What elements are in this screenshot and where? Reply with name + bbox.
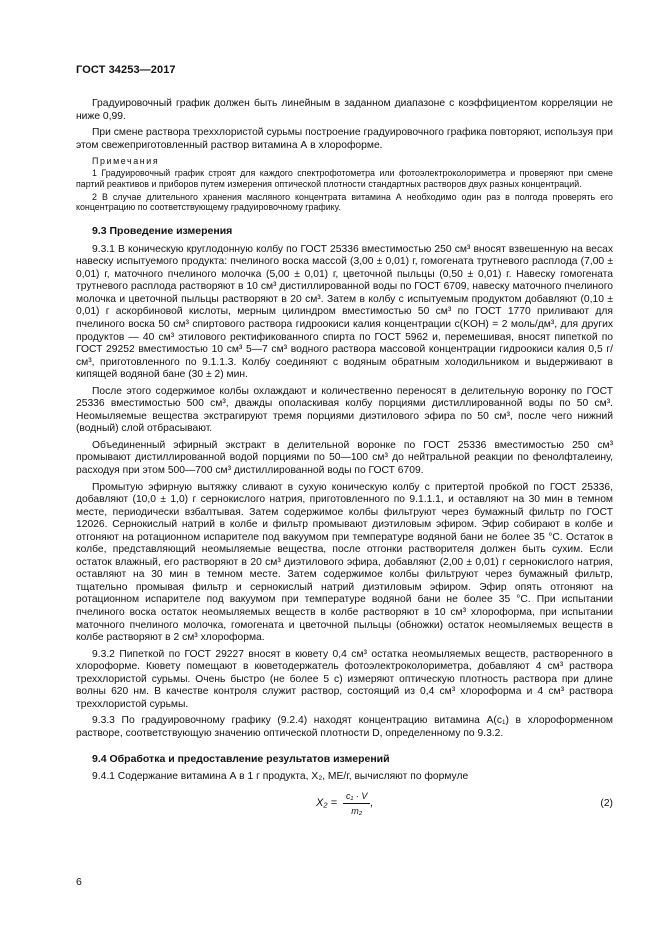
formula-trailing: ,: [370, 797, 374, 810]
paragraph: 9.3.3 По градуировочному графику (9.2.4) находят концентрацию витамина A(c₁) в хлороформенном растворе, соответствующую значению оптической плотности D, определенному по 9.3.2.: [76, 715, 613, 739]
page-number: 6: [76, 876, 82, 888]
notes-block: [76, 156, 613, 213]
formula-denominator: m₂: [351, 806, 363, 817]
document-header: ГОСТ 34253—2017: [76, 64, 176, 76]
formula-expression: [316, 790, 373, 818]
paragraph: После этого содержимое колбы охлаждают и количественно переносят в делительную воронку по ГОСТ 25336 вместимостью 500 см³, дважды ополаскивая колбу порциями дистиллированной воды по 50 см³. Неомыляемые вещества экстрагируют тремя порциями диэтилового эфира по 50 см³, после чего нижний (водный) слой отбрасывают.: [76, 385, 613, 435]
paragraph: Объединенный эфирный экстракт в делительной воронке по ГОСТ 25336 вместимостью 250 см³ промывают дистиллированной водой порциями по 50—100 см³ до нейтральной реакции по фенолфталеину, расходуя при этом 500—700 см³ дистиллированной воды по ГОСТ 6709.: [76, 439, 613, 477]
section-heading: 9.4 Обработка и предоставление результатов измерений: [92, 752, 390, 765]
paragraph: 9.3.1 В коническую круглодонную колбу по ГОСТ 25336 вместимостью 250 см³ вносят взвешенную на весах навеску испытуемого продукта: пчелиного воска массой (3,00 ± 0,01) г, гомогената трутневого расплода (7,00 ± 0,01) г, маточного пчелиного молочка (5,00 ± 0,01) г, цветочной пыльцы (0,50 ± 0,01) г. Навеску гомогената трутневого расплода растворяют в 10 см³ дистиллированной воды по ГОСТ 6709, навеску маточного пчелиного молочка и цветочной пыльцы растворяют в 20 см³. Затем в колбу с испытуемым продуктом добавляют (0,10 ± 0,01) г аскорбиновой кислоты, мерным цилиндром вместимостью 50 см³ по ГОСТ 1770 приливают для пчелиного воска 50 см³ спиртового раствора гидроокиси калия концентрации c(KOH) = 2 моль/дм³, для других продуктов — 40 см³ этилового ректификованного спирта по ГОСТ 5962 и, перемешивая, вносят пипеткой по ГОСТ 29252 вместимостью 10 см³ 5—7 см³ водного раствора массовой концентрации гидроокиси калия 0,5 г/см³, приготовленного по 9.1.1.3. Колбу соединяют с водяным обратным холодильником и выдерживают в кипящей водяной бане (30 ± 2) мин.: [76, 243, 613, 381]
formula-numerator: c₁ · V: [343, 790, 370, 805]
formula-fraction: [343, 790, 370, 818]
document-body: [76, 98, 613, 822]
paragraph: Градуировочный график должен быть линейным в заданном диапазоне с коэффициентом корреляции не ниже 0,99.: [76, 98, 613, 122]
note-item: 2 В случае длительного хранения масляного концентрата витамина А необходимо один раз в полгода проверять его концентрацию по соответствующему градуировочному графику.: [76, 191, 613, 213]
formula: [76, 788, 613, 822]
section-heading: 9.3 Проведение измерения: [92, 225, 233, 238]
paragraph: 9.4.1 Содержание витамина А в 1 г продукта, X₂, МЕ/г, вычисляют по формуле: [92, 771, 469, 783]
formula-lhs: X₂ =: [316, 797, 338, 810]
note-item: 1 Градуировочный график строят для каждого спектрофотометра или фотоэлектроколориметра и проверяют при смене партий реактивов и приборов путем измерения оптической плотности стандартных растворов двух разных концентраций.: [76, 167, 613, 189]
paragraph: Промытую эфирную вытяжку сливают в сухую коническую колбу с притертой пробкой по ГОСТ 25336, добавляют (10,0 ± 1,0) г сернокислого натрия, приготовленного по 9.1.1.1, и оставляют на 30 мин в темном месте, периодически взбалтывая. Затем содержимое колбы фильтруют через бумажный фильтр по ГОСТ 12026. Сернокислый натрий в колбе и фильтр промывают диэтиловым эфиром. Эфир собирают в колбе и отгоняют на ротационном испарителе под вакуумом при температуре водяной бани не более 35 °C. Остаток в колбе, представляющий неомыляемые вещества, после отгонки растворителя должен быть сухим. Если остаток влажный, его растворяют в 20 см³ диэтилового эфира, добавляют (2,00 ± 0,01) г сернокислого натрия, оставляют на 30 мин в темном месте. Затем содержимое колбы фильтруют через бумажный фильтр, тщательно промывая фильтр и сернокислый натрий диэтиловым эфиром. Эфир опять отгоняют на ротационном испарителе под вакуумом при температуре водяной бани не более 35 °C. При испытании пчелиного воска остаток неомыляемых веществ в колбе растворяют в 10 см³ хлороформа, при испытании маточного пчелиного молочка, гомогената и цветочной пыльцы (обножки) остаток неомыляемых веществ в колбе растворяют в 2 см³ хлороформа.: [76, 481, 613, 644]
paragraph: 9.3.2 Пипеткой по ГОСТ 29227 вносят в кювету 0,4 см³ остатка неомыляемых веществ, растворенного в хлороформе. Кювету помещают в кюветодержатель фотоэлектроколориметра, добавляют 4 см³ раствора треххлористой сурьмы. Очень быстро (не более 5 с) измеряют оптическую плотность раствора при длине волны 620 нм. В качестве контроля служит раствор, состоящий из 0,4 см³ хлороформа и 4 см³ раствора треххлористой сурьмы.: [76, 648, 613, 710]
notes-heading: Примечания: [92, 156, 160, 167]
formula-number: (2): [600, 797, 613, 809]
paragraph: При смене раствора треххлористой сурьмы построение градуировочного графика повторяют, используя при этом свежеприготовленный раствор витамина А в хлороформе.: [76, 127, 613, 151]
